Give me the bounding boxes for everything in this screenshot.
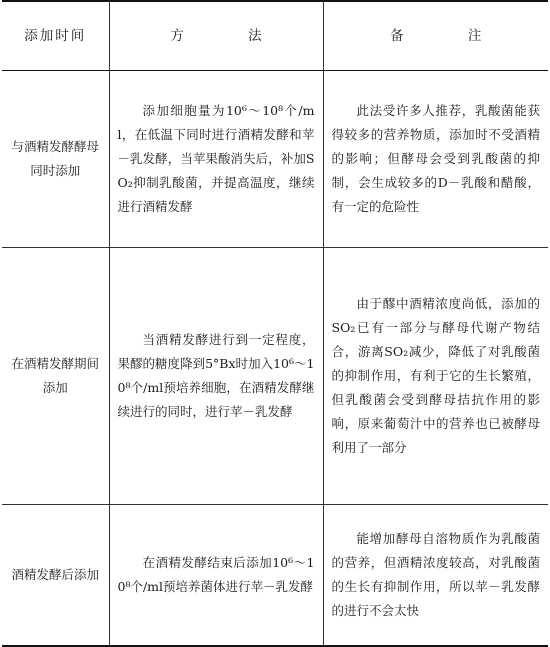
row-remarks	[323, 71, 548, 248]
row-remarks-text: 能增加酵母自溶物质作为乳酸菌的营养，但酒精浓度较高，对乳酸菌的生长有抑制作用，所以苹－乳发酵的进行不会太快	[331, 531, 540, 618]
header-method: 方 法	[109, 1, 323, 71]
header-timing: 添加时间	[2, 1, 109, 71]
row-timing: 酒精发酵后添加	[2, 505, 109, 647]
row-method-text: 在酒精发酵结束后添加10⁶～10⁸个/ml预培养菌体进行苹－乳发酵	[117, 555, 315, 594]
row-timing: 在酒精发酵期间添加	[2, 248, 109, 505]
row-method	[109, 248, 323, 505]
table-row	[2, 505, 548, 647]
row-timing: 与酒精发酵酵母同时添加	[2, 71, 109, 248]
row-method-text: 添加细胞量为10⁶～10⁸个/ml，在低温下同时进行酒精发酵和苹－乳发酵，当苹果酸消失后，补加SO₂抑制乳酸菌，并提高温度，继续进行酒精发酵	[117, 103, 315, 214]
row-remarks-text: 由于醪中酒精浓度尚低，添加的SO₂已有一部分与酵母代谢产物结合，游离SO₂减少，降低了对乳酸菌的抑制作用，有利于它的生长繁殖，但乳酸菌会受到酵母拮抗作用的影响，原来葡萄汁中的营养也已被酵母利用了一部分	[331, 296, 540, 455]
table-header-row	[2, 1, 548, 71]
table-row	[2, 71, 548, 248]
row-method	[109, 505, 323, 647]
lactic-fermentation-table	[2, 0, 548, 647]
row-method-text: 当酒精发酵进行到一定程度，果醪的糖度降到5°Bx时加入10⁶～10⁸个/ml预培养细胞，在酒精发酵继续进行的同时，进行苹－乳发酵	[117, 332, 315, 419]
row-remarks-text: 此法受许多人推荐，乳酸菌能获得较多的营养物质，添加时不受酒精的影响；但酵母会受到乳酸菌的抑制，会生成较多的D－乳酸和醋酸，有一定的危险性	[331, 103, 540, 214]
row-remarks	[323, 505, 548, 647]
row-remarks	[323, 248, 548, 505]
header-remarks: 备 注	[323, 1, 548, 71]
table-row	[2, 248, 548, 505]
row-method	[109, 71, 323, 248]
